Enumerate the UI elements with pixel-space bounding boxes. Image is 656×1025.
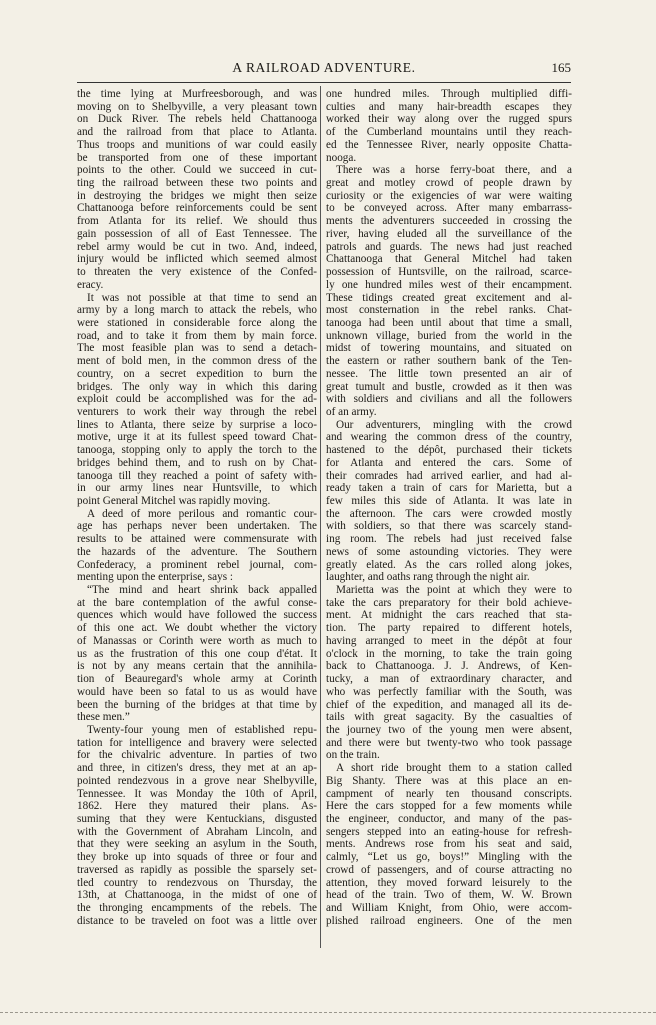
text-line: midst of towering mountains, and situated on	[326, 342, 572, 355]
running-title: A RAILROAD ADVENTURE.	[232, 60, 416, 75]
text-line: suming that they were Kentuckians, disgusted	[77, 812, 317, 825]
text-line: tation for intelligence and bravery were selected	[77, 736, 317, 749]
text-line: injury would be inflicted which seemed almost	[77, 253, 317, 266]
text-line: Our adventurers, mingling with the crowd	[336, 418, 572, 431]
text-line: Big Shanty. There was at this place an en-	[326, 774, 572, 787]
text-line: unknown village, buried from the world in the	[326, 329, 572, 342]
text-line: of the Cumberland mountains until they reach-	[326, 126, 572, 139]
text-line: news of some astounding victories. They were	[326, 545, 572, 558]
left-column	[77, 88, 317, 927]
text-line: greatly elated. As the cars rolled along jokes,	[326, 558, 572, 571]
text-line: pointed rendezvous in a grove near Shelbyville,	[77, 774, 317, 787]
text-line: been the burning of the bridges at that time by	[77, 698, 317, 711]
text-line: of this one act. We doubt whether the victory	[77, 622, 317, 635]
text-line: most consternation in the rebel ranks. Chat-	[326, 304, 572, 317]
text-line: with the Government of Abraham Lincoln, and	[77, 825, 317, 838]
text-line: they broke up into squads of three or four and	[77, 851, 317, 864]
text-line: A deed of more perilous and romantic cour-	[87, 507, 317, 520]
text-line: be transported from one of these important	[77, 151, 317, 164]
text-line: ly one hundred miles west of their encampment.	[326, 278, 572, 291]
text-line: tanooga, stopping only to apply the torch to the	[77, 444, 317, 457]
text-line: tails with great sagacity. By the casualties of	[326, 711, 572, 724]
text-line: at the bare contemplation of the awful conse-	[77, 596, 317, 609]
text-line: army by a long march to attack the rebels, who	[77, 304, 317, 317]
text-line: worked their way along over the rugged spurs	[326, 113, 572, 126]
text-line: and three, in citizen's dress, they met at an ap-	[77, 762, 317, 775]
text-line: for the chivalric adventure. In parties of two	[77, 749, 317, 762]
text-line: gain possession of all of East Tennessee. The	[77, 227, 317, 240]
text-line: tanooga had been until about that time a small,	[326, 316, 572, 329]
text-line: Here the cars stopped for a few moments while	[326, 800, 572, 813]
text-line: great tumult and bustle, crowded as it then was	[326, 380, 572, 393]
text-line: these men.”	[77, 711, 130, 724]
page-bottom-edge	[0, 1012, 656, 1013]
text-line: menting upon the enterprise, says :	[77, 571, 233, 584]
text-line: the afternoon. The cars were crowded mostly	[326, 507, 572, 520]
text-line: laughter, and oaths rang through the night air.	[326, 571, 530, 584]
text-line: o'clock in the morning, to take the train going	[326, 647, 572, 660]
text-line: Marietta was the point at which they were to	[336, 584, 572, 597]
text-line: nooga.	[326, 151, 357, 164]
text-line: ready taken a train of cars for Marietta, but a	[326, 482, 572, 495]
text-line: country, on a secret expedition to burn the	[77, 367, 317, 380]
column-divider	[320, 86, 321, 948]
text-line: attention, they moved forward leisurely to the	[326, 876, 572, 889]
text-line: tucky, a man of extraordinary character, and	[326, 673, 572, 686]
header-rule	[77, 82, 571, 83]
text-line: tion of Beauregard's whole army at Corinth	[77, 673, 317, 686]
text-line: eracy.	[77, 278, 104, 291]
text-line: back to Chattanooga. J. J. Andrews, of Ken-	[326, 660, 572, 673]
text-line: Confederacy, a prominent rebel journal, com-	[77, 558, 317, 571]
text-line: in our army lines near Huntsville, to which	[77, 482, 317, 495]
text-line: traversed as rapidly as possible the sparsely set-	[77, 863, 317, 876]
text-line: ments. Andrews rose from his seat and said,	[326, 838, 572, 851]
text-line: were stationed in considerable force along the	[77, 316, 317, 329]
text-line: tanooga till they reached a point of safety with-	[77, 469, 317, 482]
text-line: the time lying at Murfreesborough, and was	[77, 88, 317, 100]
text-line: patrols and guards. The news had just reached	[326, 240, 572, 253]
text-line: would have been so fatal to us as would have	[77, 685, 317, 698]
text-line: who was perfectly familiar with the South, was	[326, 685, 572, 698]
text-line: is not by any means certain that the annihila-	[77, 660, 317, 673]
text-line: great and motley crowd of people drawn by	[326, 177, 572, 190]
text-line: in destroying the bridges we might then seize	[77, 189, 317, 202]
text-line: Chattanooga before reinforcements could be sent	[77, 202, 317, 215]
text-line: moving on to Shelbyville, a very pleasant town	[77, 100, 317, 113]
text-line: and wearing the common dress of the country,	[326, 431, 572, 444]
text-line: and there were but twenty-two who took passage	[326, 736, 572, 749]
text-line: calmly, “Let us go, boys!” Mingling with the	[326, 851, 572, 864]
text-line: us as the frustration of this one coup d'état. It	[77, 647, 317, 660]
right-column	[326, 88, 572, 927]
text-line: rebel army would be cut in two. And, indeed,	[77, 240, 317, 253]
text-line: These tidings created great excitement and al-	[326, 291, 572, 304]
text-line: hastened to the dépôt, purchased their tickets	[326, 444, 572, 457]
text-line: road, and to take it from them by main force.	[77, 329, 317, 342]
text-line: to be conveyed across. After many embarrass-	[326, 202, 572, 215]
text-line: with soldiers, so that there was scarcely stand-	[326, 520, 572, 533]
text-line: age has perhaps never been undertaken. The	[77, 520, 317, 533]
text-line: the journey two of the young men were absent,	[326, 723, 572, 736]
text-line: quences which would have followed the success	[77, 609, 317, 622]
text-line: nessee. The little town presented an air of	[326, 367, 572, 380]
text-line: for Atlanta and entered the cars. Some of	[326, 456, 572, 469]
text-line: “The mind and heart shrink back appalled	[87, 584, 317, 597]
text-line: tled country to rendezvous on Thursday, the	[77, 876, 317, 889]
text-line: exploit could be accomplished was for the ad-	[77, 393, 317, 406]
text-line: points to the other. Could we succeed in cut-	[77, 164, 317, 177]
text-line: It was not possible at that time to send an	[87, 291, 317, 304]
text-line: having arranged to meet in the dépôt at four	[326, 634, 572, 647]
text-line: take the cars preparatory for their bold achieve-	[326, 596, 572, 609]
text-line: point General Mitchel was rapidly moving.	[77, 495, 271, 507]
text-line: 1862. Here they matured their plans. As-	[77, 800, 317, 813]
text-line: and the railroad from that place to Atlanta.	[77, 126, 317, 139]
text-line: motive, urge it at its fullest speed toward Chat-	[77, 431, 317, 444]
text-line: ments the adventurers succeeded in crossing the	[326, 215, 572, 228]
text-line: ing room. The rebels had just received false	[326, 533, 572, 546]
text-line: distance to be traveled on foot was a little over	[77, 914, 317, 927]
text-line: ment of bold men, in the common dress of the	[77, 355, 317, 368]
text-line: to threaten the very existence of the Confed-	[77, 266, 317, 279]
text-line: bridges behind them, and to rush on by Chat-	[77, 456, 317, 469]
text-line: and William Knight, from Ohio, were accom-	[326, 902, 572, 914]
text-line: A short ride brought them to a station called	[336, 762, 572, 775]
text-line: possession of Huntsville, on the railroad, scarce-	[326, 266, 572, 279]
text-line: of an army.	[326, 405, 377, 418]
text-line: Twenty-four young men of established repu-	[87, 723, 317, 736]
text-line: the engineer, conductor, and many of the pas-	[326, 812, 572, 825]
text-line: chief of the expedition, and managed all its de-	[326, 698, 572, 711]
text-line: ed the Tennessee River, nearly opposite Chatta-	[326, 138, 572, 151]
text-line: tion. The party repaired to different hotels,	[326, 622, 572, 635]
text-line: bridges. The only way in which this daring	[77, 380, 317, 393]
text-line: culties and many hair-breadth escapes they	[326, 100, 572, 113]
text-line: head of the train. Two of them, W. W. Brown	[326, 889, 572, 902]
text-line: on Duck River. The rebels held Chattanooga	[77, 113, 317, 126]
text-line: on the train.	[326, 749, 380, 762]
text-line: lines to Atlanta, there seize by surprise a loco-	[77, 418, 317, 431]
text-line: crowd of passengers, and of course attracting no	[326, 863, 572, 876]
text-line: Chattanooga that General Mitchel had taken	[326, 253, 572, 266]
text-line: river, having eluded all the surveillance of the	[326, 227, 572, 240]
text-line: results to be attained were commensurate with	[77, 533, 317, 546]
text-line: from Atlanta for its relief. We should thus	[77, 215, 317, 228]
text-line: venturers to work their way through the rebel	[77, 405, 317, 418]
text-line: plished railroad engineers. One of the men	[326, 914, 572, 927]
text-line: The most feasible plan was to send a detach-	[77, 342, 317, 355]
text-line: 13th, at Chattanooga, in the midst of one of	[77, 889, 317, 902]
page-number: 165	[551, 60, 571, 75]
text-line: campment of nearly ten thousand conscripts.	[326, 787, 572, 800]
text-line: sengers stepped into an eating-house for refresh-	[326, 825, 572, 838]
text-line: Tennessee. It was Monday the 10th of April,	[77, 787, 317, 800]
text-line: ment. At midnight the cars reached that sta-	[326, 609, 572, 622]
text-line: the hazards of the adventure. The Southern	[77, 545, 317, 558]
text-line: curiosity or the exigencies of war were waiting	[326, 189, 572, 202]
text-line: the eastern or rather southern bank of the Ten-	[326, 355, 572, 368]
text-line: their comrades had arrived earlier, and had al-	[326, 469, 572, 482]
text-line: of Manassas or Corinth were worth as much to	[77, 634, 317, 647]
text-line: that they were seeking an asylum in the South,	[77, 838, 317, 851]
text-line: few miles this side of Atlanta. It was late in	[326, 495, 572, 507]
text-line: Thus troops and munitions of war could easily	[77, 138, 317, 151]
text-line: There was a horse ferry-boat there, and a	[336, 164, 572, 177]
page-header	[77, 60, 571, 80]
text-line: ting the railroad between these two points and	[77, 177, 317, 190]
text-line: with soldiers and civilians and all the followers	[326, 393, 572, 406]
text-line: one hundred miles. Through multiplied diffi-	[326, 88, 572, 100]
text-line: the thronging encampments of the rebels. The	[77, 902, 317, 914]
